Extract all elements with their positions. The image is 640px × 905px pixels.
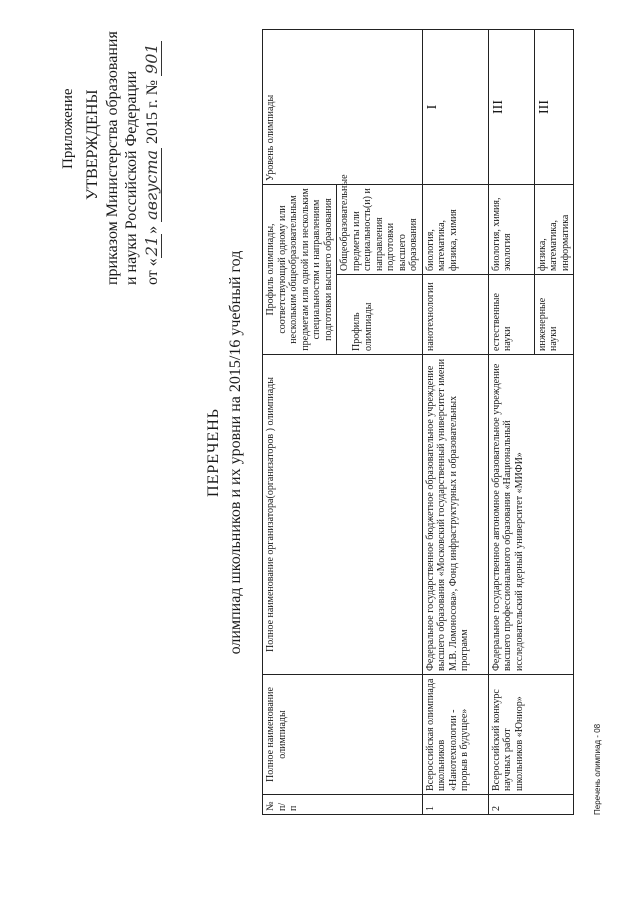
date-year: 2015 г. №: [144, 75, 161, 148]
row-organizer: Федеральное государственное бюджетное образовательное учреждение высшего образования «Московский государственный университет имени М.В. Ломоносова», Фонд инфраструктурных и образовательных программ: [422, 355, 488, 675]
appendix-label: Приложение: [60, 88, 76, 169]
row-num: 2: [488, 795, 574, 815]
table-row: [422, 29, 488, 814]
row-level: III: [534, 29, 574, 184]
row-olympiad-name: Всероссийская олимпиада школьников «Нанотехнологии - прорыв в будущее»: [422, 675, 488, 795]
document-title: ПЕРЕЧЕНЬ: [205, 408, 222, 497]
header-name: Полное наименование олимпиады: [263, 675, 423, 795]
approved-heading: УТВЕРЖДЕНЫ: [84, 89, 101, 200]
row-level: I: [422, 29, 488, 184]
approval-line-ministry: приказом Министерства образования: [104, 31, 121, 285]
table-row: [488, 29, 534, 814]
date-prefix: от «: [144, 258, 161, 285]
row-organizer: Федеральное государственное автономное образовательное учреждение высшего профессионального образования «Национальный исследовательский ядерный университет «МИФИ»: [488, 355, 574, 675]
row-olympiad-name: Всероссийский конкурс научных работ школьников «Юниор»: [488, 675, 574, 795]
row-subjects: физика, математика, информатика: [534, 184, 574, 274]
table-header-row: [263, 29, 337, 814]
date-day-handwritten: 21: [142, 235, 161, 257]
order-number-handwritten: 901: [142, 43, 161, 74]
approval-line-federation: и науки Российской Федерации: [123, 70, 140, 285]
document-subtitle: олимпиад школьников и их уровни на 2015/16 учебный год: [227, 250, 244, 655]
approval-date-line: [142, 41, 162, 285]
header-profile: Профиль олимпиады: [337, 275, 423, 355]
date-mid: »: [144, 221, 161, 234]
row-profile: инженерные науки: [534, 275, 574, 355]
header-subjects: Общеобразовательные предметы или специальность(и) и направления подготовки высшего образования: [337, 184, 423, 274]
row-subjects: биология, химия, экология: [488, 184, 534, 274]
header-num: № п/п: [263, 795, 423, 815]
row-level: III: [488, 29, 534, 184]
row-profile: нанотехнологии: [422, 275, 488, 355]
header-profile-group: Профиль олимпиады, соответствующий одному или нескольким общеобразовательным предметам или одной или нескольким специальностям и направлениям подготовки высшего образования: [263, 184, 337, 354]
header-level: Уровень олимпиады: [263, 29, 423, 184]
row-profile: естественные науки: [488, 275, 534, 355]
date-month-handwritten: августа: [142, 149, 161, 220]
header-organizer: Полное наименование организатора(организаторов ) олимпиады: [263, 355, 423, 675]
row-subjects: биология, математика, физика, химия: [422, 184, 488, 274]
row-num: 1: [422, 795, 488, 815]
olympiad-table: [262, 29, 574, 815]
footer-note: Перечень олимпиад - 08: [593, 723, 602, 815]
